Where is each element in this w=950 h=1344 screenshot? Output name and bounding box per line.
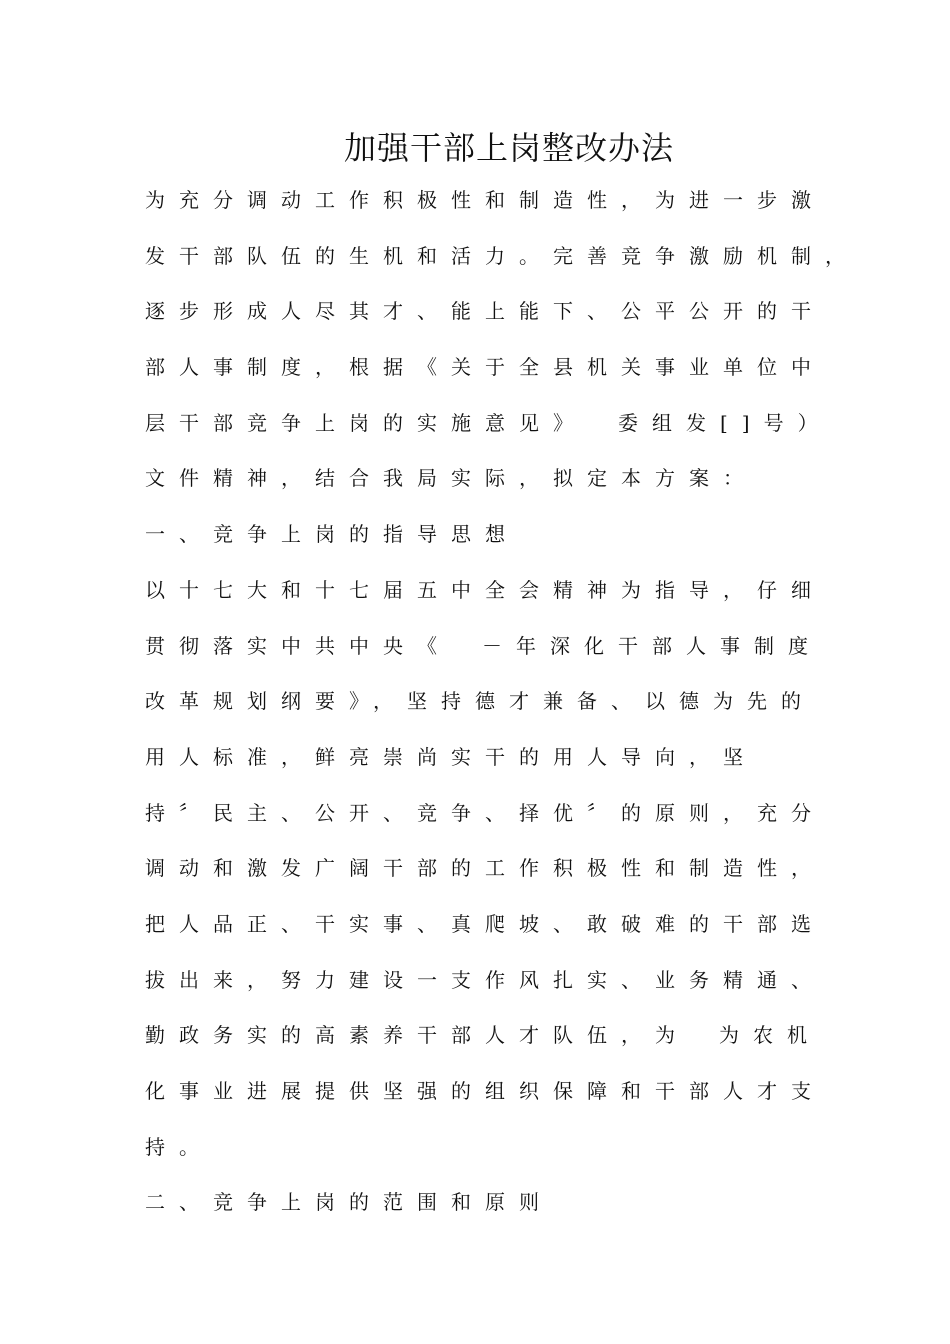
text-line: [145, 1073, 945, 1129]
text-segment: 部人事制度，根据《关于全县机关事业单位中: [145, 355, 825, 380]
text-line: [145, 683, 945, 739]
text-segment: 以十七大和十七届五中全会精神为指导，仔细: [145, 577, 825, 602]
text-line: [145, 293, 945, 349]
text-segment: 把人品正、干实事、真爬坡、敢破难的干部选: [145, 911, 825, 936]
document-title: 加强干部上岗整改办法: [343, 129, 674, 167]
text-segment: 为充分调动工作积极性和制造性，为进一步激: [145, 188, 825, 212]
text-segment: 逐步形成人尽其才、能上能下、公平公开的干: [145, 299, 825, 324]
text-segment: 用人标准，鲜亮崇尚实干的用人导向，坚: [145, 744, 757, 769]
text-segment: 拔出来，努力建设一支作风扎实、业务精通、: [145, 967, 825, 992]
text-line: [145, 349, 945, 405]
text-segment: 持。: [145, 1134, 213, 1159]
text-line: [145, 238, 945, 294]
text-line: [145, 906, 945, 962]
text-segment: 为农机: [719, 1023, 821, 1048]
text-segment: 发干部队伍的生机和活力。完善竞争激励机制，: [145, 243, 859, 268]
text-line: [145, 795, 945, 851]
section-heading: [145, 516, 945, 572]
text-segment: 文件精神，结合我局实际，拟定本方案：: [145, 466, 757, 491]
text-segment: 层干部竞争上岗的实施意见》: [145, 410, 587, 435]
section-heading-text: 一、竞争上岗的指导思想: [145, 522, 519, 547]
text-segment: 委组发[]号）: [618, 410, 832, 435]
text-line: [145, 182, 945, 238]
text-segment: 化事业进展提供坚强的组织保障和干部人才支: [145, 1079, 825, 1103]
text-line: [145, 628, 945, 684]
text-segment: 勤政务实的高素养干部人才队伍，为: [145, 1023, 689, 1048]
text-segment: 贯彻落实中共中央《: [145, 633, 451, 658]
text-segment: 持〞民主、公开、竞争、择优〞的原则，充分: [145, 800, 825, 825]
section-heading-text: 二、竞争上岗的范围和原则: [145, 1190, 553, 1215]
text-line: [145, 850, 945, 906]
text-line: [145, 962, 945, 1018]
text-segment: 改革规划纲要》，坚持德才兼备、以德为先的: [145, 689, 815, 714]
text-line: [145, 739, 945, 795]
text-line: [145, 1017, 945, 1073]
text-line: [145, 1129, 945, 1185]
document-body: [145, 182, 945, 1240]
text-segment: －年深化干部人事制度: [482, 633, 822, 658]
text-line: [145, 405, 945, 461]
text-line: [145, 460, 945, 516]
text-segment: 调动和激发广阔干部的工作积极性和制造性，: [145, 856, 825, 881]
text-line: [145, 572, 945, 628]
section-heading: [145, 1184, 945, 1240]
